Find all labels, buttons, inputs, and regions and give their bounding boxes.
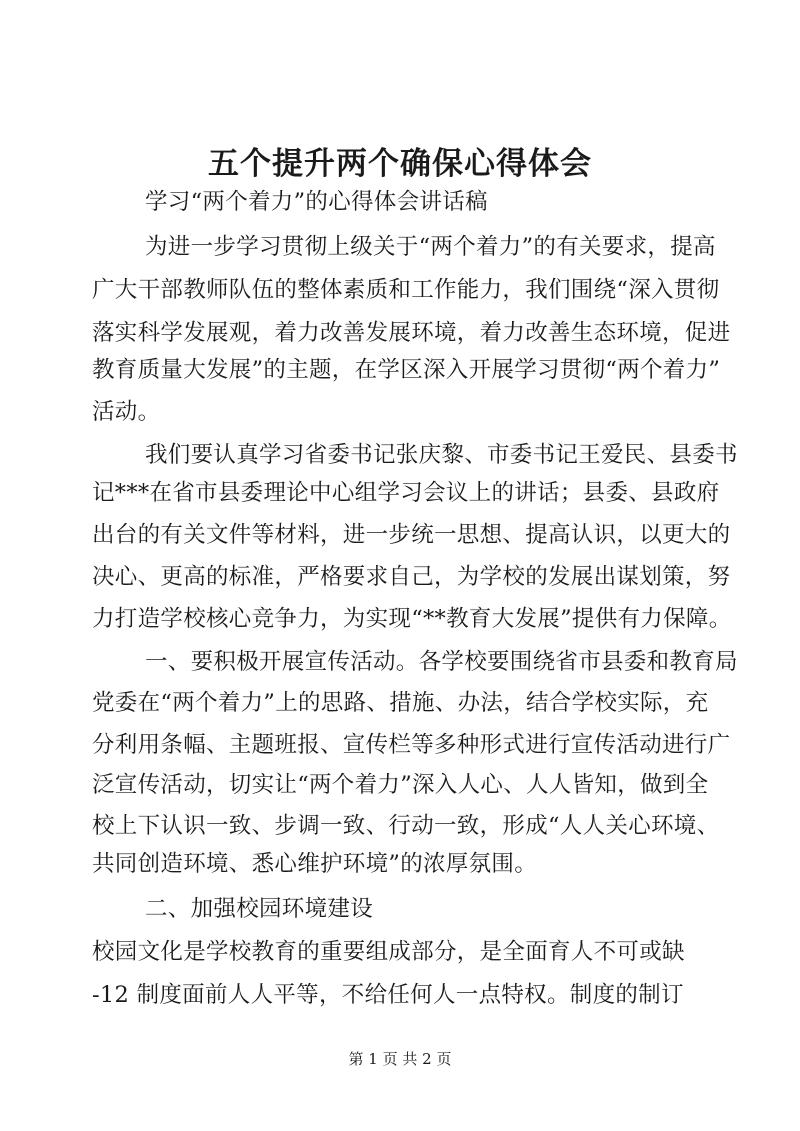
page-number: 第 1 页 共 2 页 [348,1050,452,1068]
paragraph-line: 出台的有关文件等材料，进一步统一思想、提高认识，以更大的 [92,522,731,548]
paragraph-line: 党委在“两个着力”上的思路、措施、办法，结合学校实际，充 [92,690,709,716]
paragraph-line: 校园文化是学校教育的重要组成部分，是全面育人不可或缺 [92,939,685,965]
section-heading: 二、加强校园环境建设 [145,896,374,922]
paragraph-line: 广大干部教师队伍的整体素质和工作能力，我们围绕“深入贯彻 [92,277,720,303]
paragraph-line: 共同创造环境、悉心维护环境”的浓厚氛围。 [92,851,538,877]
paragraph-line: 一、要积极开展宣传活动。各学校要围绕省市县委和教育局 [145,649,738,675]
paragraph-line: 活动。 [92,399,161,425]
subtitle-line: 学习“两个着力”的心得体会讲话稿 [145,189,488,215]
paragraph-line: 落实科学发展观，着力改善发展环境，着力改善生态环境，促进 [92,320,731,346]
paragraph-line: 决心、更高的标准，严格要求自己，为学校的发展出谋划策，努 [92,564,731,590]
paragraph-line: -12 制度面前人人平等，不给任何人一点特权。制度的制订 [92,982,684,1008]
paragraph-line: 力打造学校核心竞争力，为实现“**教育大发展”提供有力保障。 [92,606,732,632]
paragraph-line: 我们要认真学习省委书记张庆黎、市委书记王爱民、县委书 [145,442,738,468]
paragraph-line: 校上下认识一致、步调一致、行动一致，形成“人人关心环境、 [92,813,720,839]
paragraph-line: 分利用条幅、主题班报、宣传栏等多种形式进行宣传活动进行广 [92,732,731,758]
paragraph-line: 泛宣传活动，切实让“两个着力”深入人心、人人皆知，做到全 [92,772,709,798]
paragraph-line: 为进一步学习贯彻上级关于“两个着力”的有关要求，提高 [145,234,716,260]
paragraph-line: 教育质量大发展”的主题，在学区深入开展学习贯彻“两个着力” [92,357,721,383]
document-title: 五个提升两个确保心得体会 [208,146,592,182]
paragraph-line: 记***在省市县委理论中心组学习会议上的讲话；县委、县政府 [92,480,720,506]
